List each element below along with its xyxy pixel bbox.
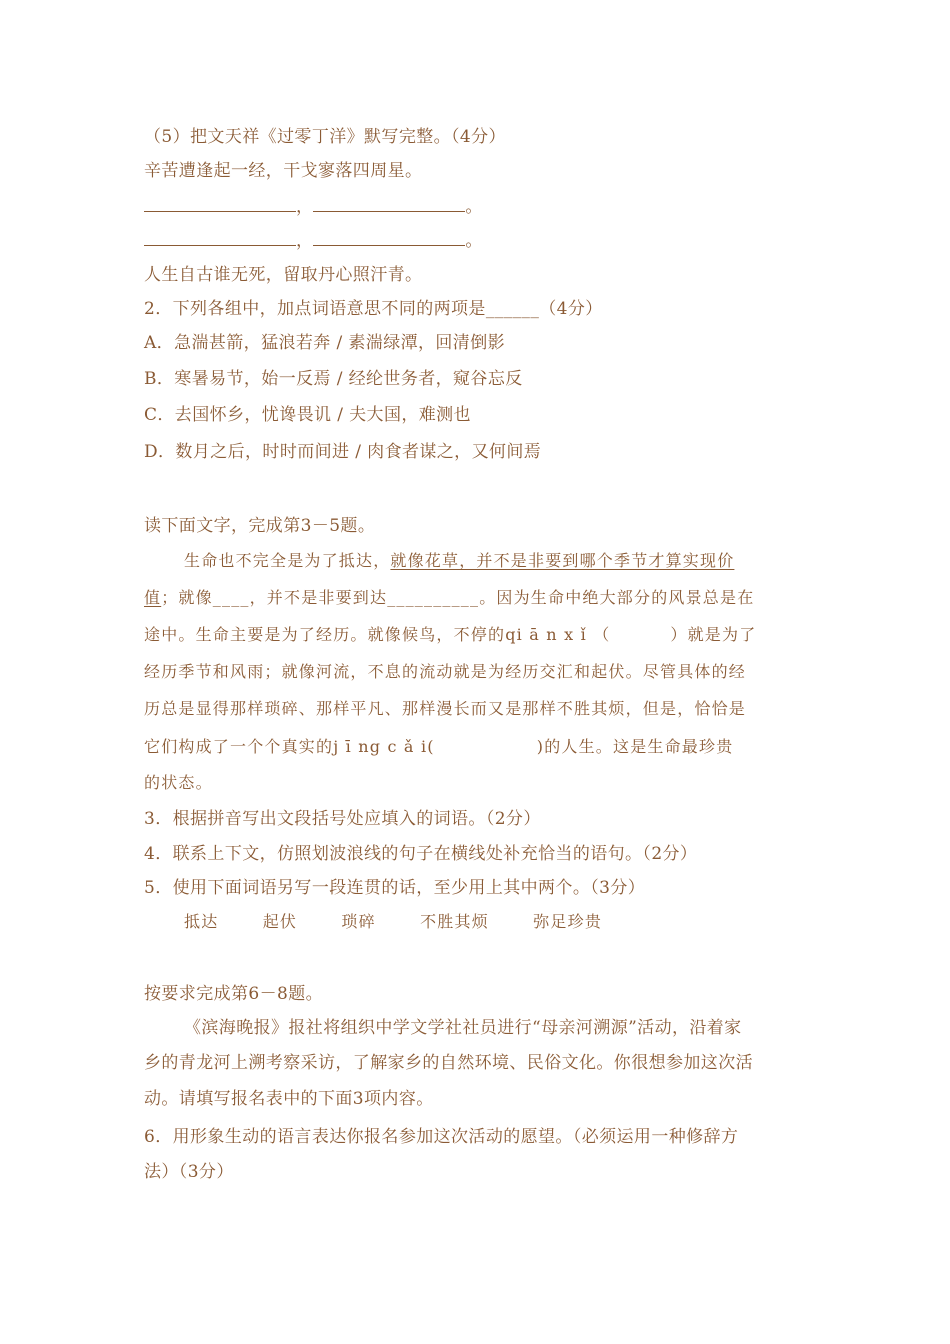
passage-line-4: 经历季节和风雨；就像河流，不息的流动就是为经历交汇和起伏。尽管具体的经 [144,662,747,681]
comma: ， [296,231,314,251]
word-item: 弥足珍贵 [533,912,603,931]
q4: 4．联系上下文，仿照划波浪线的句子在横线处补充恰当的语句。（2分） [144,844,698,864]
q2-option-a: A．急湍甚箭，猛浪若奔 / 素湍绿潭，回清倒影 [144,333,506,353]
q6-line-2: 法）（3分） [144,1162,234,1182]
q2-stem: 2．下列各组中，加点词语意思不同的两项是______（4分） [144,299,603,319]
word-item: 不胜其烦 [420,912,489,931]
section3-intro: 按要求完成第6－8题。 [144,984,324,1004]
q3: 3．根据拼音写出文段括号处应填入的词语。（2分） [144,809,541,829]
poem-line-last: 人生自古谁无死，留取丹心照汗青。 [144,265,423,285]
word-item: 琐碎 [341,912,376,931]
poem-blank-row-2 [144,229,483,252]
passage-line-6: 它们构成了一个个真实的j ī ng c ǎ i( )的人生。这是生命最珍贵 [144,737,734,756]
comma: ， [296,197,314,217]
q2-option-d: D．数月之后，时时而间进 / 肉食者谋之，又何间焉 [144,442,542,462]
word-item: 抵达 [184,912,219,931]
q6-line-1: 6．用形象生动的语言表达你报名参加这次活动的愿望。（必须运用一种修辞方 [144,1127,739,1147]
q2-option-b: B．寒暑易节，始一反焉 / 经纶世务者，窥谷忘反 [144,369,523,389]
section3-para-1: 《滨海晚报》报社将组织中学文学社社员进行“母亲河溯源”活动，沿着家 [184,1018,742,1038]
pinyin-2: j ī ng c ǎ i [333,737,428,756]
word-list [184,911,640,933]
passage-line-2: 值；就像____，并不是非要到达__________。因为生命中绝大部分的风景总是在 [144,588,755,607]
passage-line-7: 的状态。 [144,773,213,792]
section3-para-3: 动。请填写报名表中的下面3项内容。 [144,1089,434,1109]
section3-para-2: 乡的青龙河上溯考察采访，了解家乡的自然环境、民俗文化。你很想参加这次活 [144,1053,753,1073]
poem-blank-row-1 [144,195,483,218]
word-item: 起伏 [262,912,298,931]
wavy-underlined-sentence: 就像花草，并不是非要到哪个季节才算实现价 [390,551,735,570]
poem-blank[interactable] [313,195,465,212]
q2-option-c: C．去国怀乡，忧谗畏讥 / 夫大国，难测也 [144,405,471,425]
q5: 5．使用下面词语另写一段连贯的话，至少用上其中两个。（3分） [144,878,646,898]
reading-intro: 读下面文字，完成第3－5题。 [144,516,376,536]
pinyin-1: qi ā n x ǐ [505,625,587,644]
period: 。 [465,197,483,217]
period: 。 [465,231,483,251]
passage-line-1: 生命也不完全是为了抵达，就像花草，并不是非要到哪个季节才算实现价 [184,551,735,570]
poem-line-1: 辛苦遭逢起一经，干戈寥落四周星。 [144,161,423,181]
poem-blank[interactable] [144,229,296,246]
poem-question: （5）把文天祥《过零丁洋》默写完整。（4分） [144,127,506,147]
passage-line-3: 途中。生命主要是为了经历。就像候鸟，不停的qi ā n x ǐ （ ）就是为了 [144,625,757,644]
poem-blank[interactable] [313,229,465,246]
passage-line-5: 历总是显得那样琐碎、那样平凡、那样漫长而又是那样不胜其烦，但是，恰恰是 [144,699,747,718]
poem-blank[interactable] [144,195,296,212]
